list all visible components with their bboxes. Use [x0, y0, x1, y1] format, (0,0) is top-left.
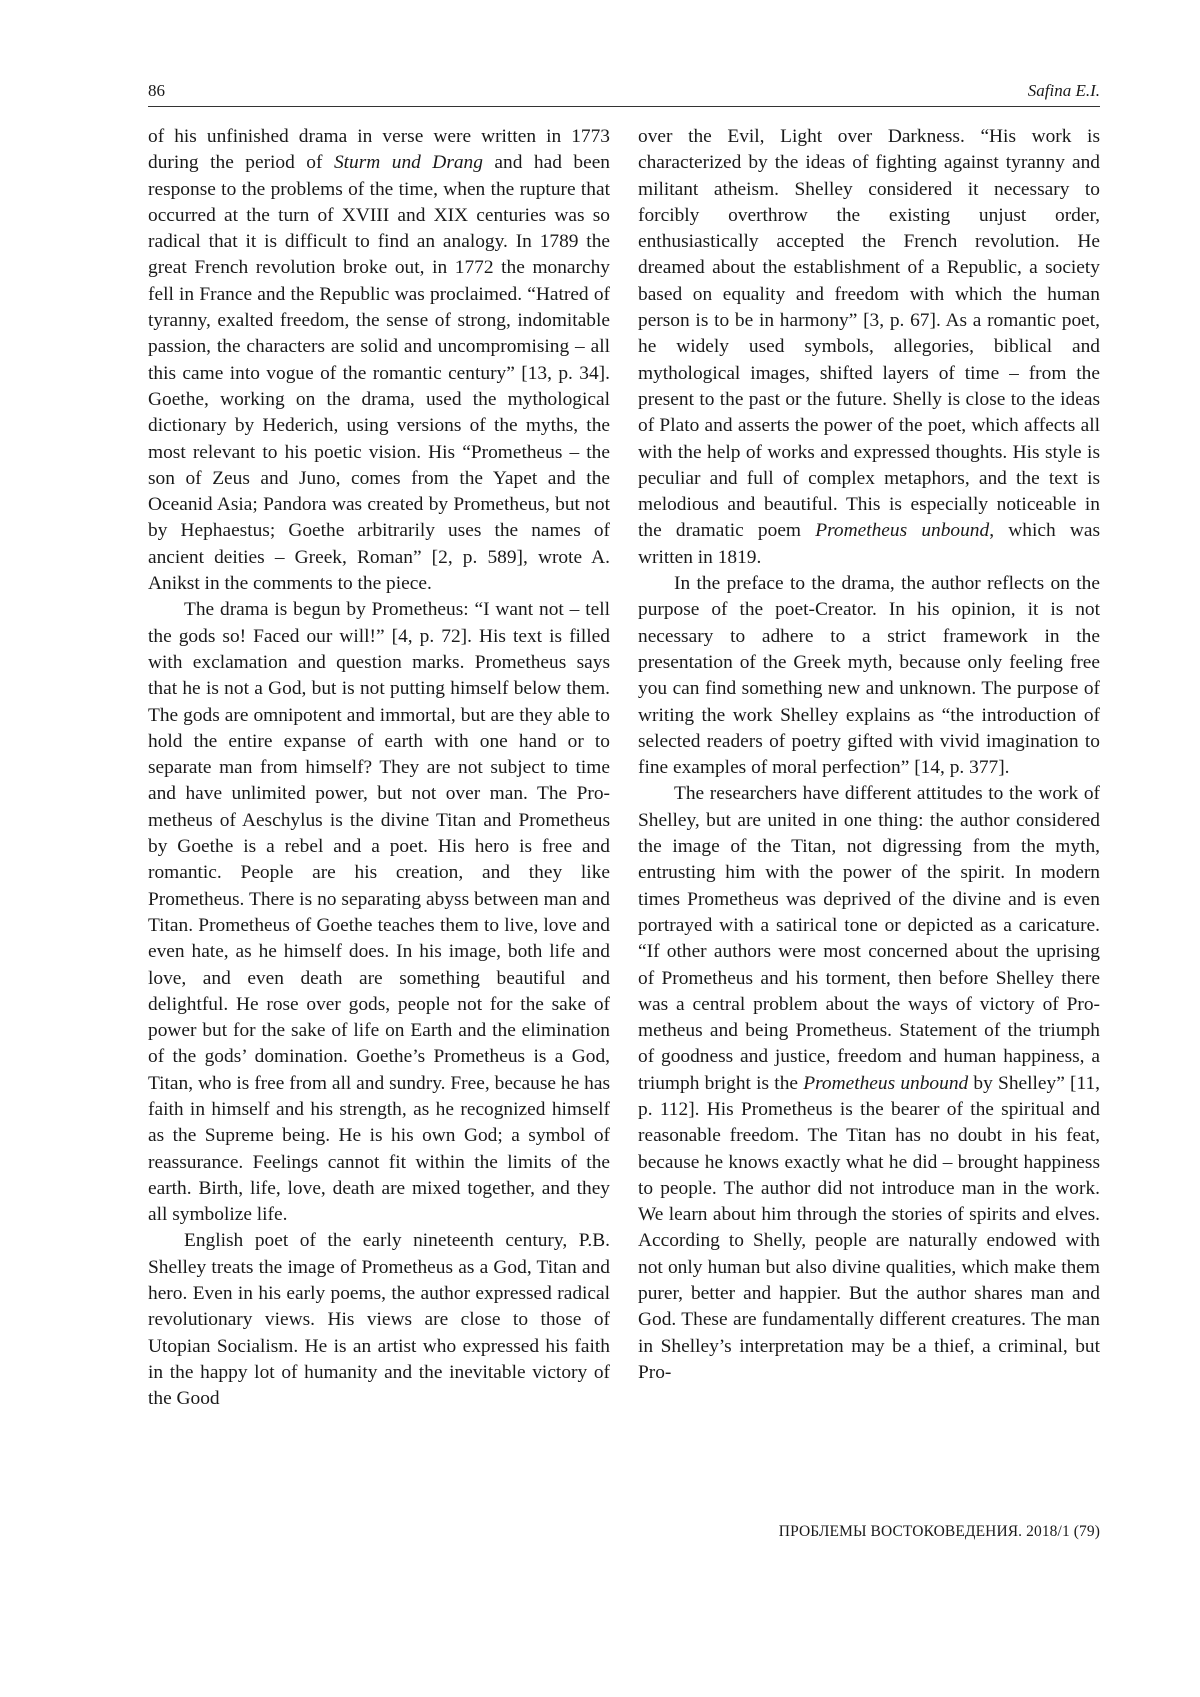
- text-run: The researchers have different attitudes to the work of Shelley, but are united in one thing: the author considered the image of the Titan, not digressing from the myth, entrusting him with the power of the spirit. In modern times Prometheus was deprived of the divine and is even portrayed with a satirical tone or depicted as a caricature. “If other authors were most concerned about the uprising of Prometheus and his torment, then before Shelley there was a central problem about the ways of victory of Prometheus and being Prometheus. Statement of the triumph of goodness and justice, freedom and human happiness, a triumph bright is the: [638, 783, 1100, 1094]
- paragraph: [638, 124, 1100, 571]
- italic-title: Prometheus unbound: [803, 1072, 969, 1094]
- page-number: 86: [148, 81, 165, 100]
- journal-footer: ПРОБЛЕМЫ ВОСТОКОВЕДЕНИЯ. 2018/1 (79): [778, 1523, 1100, 1540]
- text-run: over the Evil, Light over Darkness. “His work is characterized by the ideas of fighting against tyranny and militant atheism. Shelley considered it necessary to forcibly overthrow the existing unjust order, enthusiastically accepted the French revolution. He dreamed about the establishment of a Republic, a society based on equality and freedom with which the human person is to be in harmony” [3, p. 67]. As a romantic poet, he widely used symbols, allegories, biblical and mythological images, shifted layers of time – from the present to the past or the future. Shelly is close to the ideas of Plato and asserts the power of the poet, which affects all with the help of works and expressed thoughts. His style is peculiar and full of complex metaphors, and the text is melodious and beautiful. This is especially noticeable in the dramatic poem: [638, 126, 1100, 542]
- running-header: [148, 80, 1100, 107]
- italic-title: Prometheus unbound: [815, 520, 990, 542]
- text-run: by Shelley” [11, p. 112]. His Prometheus is the bearer of the spiritual and reasonable freedom. The Titan has no doubt in his feat, because he knows exactly what he did – brought happiness to people. The author did not introduce man in the work. We learn about him through the stories of spirits and elves. According to Shelly, people are naturally endowed with not only human but also divine qualities, which make them purer, better and happier. But the author shares man and God. These are fundamentally different creatures. The man in Shelley’s interpretation may be a thief, a criminal, but Pro-: [638, 1072, 1101, 1383]
- paragraph: English poet of the early nineteenth century, P.B. Shelley treats the image of Prometheus as a God, Titan and hero. Even in his early poems, the author expressed radical revolutionary views. His views are close to those of Utopian Socialism. He is an artist who expressed his faith in the happy lot of humanity and the inevitable victory of the Good: [148, 1230, 610, 1410]
- paragraph: [638, 781, 1100, 1386]
- text-run: , which was written in 1819.: [638, 520, 1100, 568]
- running-author: Safina E.I.: [1027, 81, 1100, 100]
- right-column: [638, 124, 1100, 1386]
- italic-title: Sturm und Drang: [333, 152, 483, 174]
- paragraph: In the preface to the drama, the author reflects on the purpose of the poet-Creator. In his opinion, it is not necessary to adhere to a strict framework in the presentation of the Greek myth, because only feeling free you can find something new and unknown. The purpose of writing the work Shelley explains as “the introduction of selected readers of poetry gifted with vivid imagination to fine examples of moral perfection” [14, p. 377].: [638, 573, 1100, 779]
- text-run: and had been response to the problems of the time, when the rupture that occurred at the turn of XVIII and XIX centuries was so radical that it is difficult to find an analogy. In 1789 the great French revolution broke out, in 1772 the monarchy fell in France and the Republic was proclaimed. “Hatred of tyranny, exalted freedom, the sense of strong, indomitable passion, the characters are solid and uncompromising – all this came into vogue of the romantic century” [13, p. 34]. Goethe, working on the drama, used the mythological dictionary by Hederich, using versions of the myths, the most relevant to his poetic vision. His “Prometheus – the son of Zeus and Juno, comes from the Yapet and the Oceanid Asia; Pandora was created by Prometheus, but not by Hephaestus; Goethe arbitrarily uses the names of ancient deities – Greek, Roman” [2, p. 589], wrote A. Anikst in the comments to the piece.: [148, 152, 610, 595]
- text-run: of his unfinished drama in verse were written in 1773 during the period of: [148, 126, 610, 174]
- paragraph: [148, 124, 610, 597]
- left-column: [148, 124, 610, 1413]
- paragraph: The drama is begun by Prometheus: “I want not – tell the gods so! Faced our will!” [4, p. 72]. His text is filled with exclamation and question marks. Prometheus says that he is not a God, but is not putting himself below them. The gods are omnipotent and immortal, but are they able to hold the entire expanse of earth with one hand or to separate man from himself? They are not subject to time and have unlimited power, but not over man. The Prometheus of Aeschylus is the divine Titan and Prometheus by Goethe is a rebel and a poet. His hero is free and romantic. People are his creation, and they like Prometheus. There is no separating abyss between man and Titan. Prometheus of Goethe teaches them to live, love and even hate, as he himself does. In his image, both life and love, and even death are something beautiful and delightful. He rose over gods, people not for the sake of power but for the sake of life on Earth and the elimination of the gods’ domination. Goethe’s Prometheus is a God, Titan, who is free from all and sundry. Free, because he has faith in himself and his strength, as he recognized himself as the Supreme being. He is his own God; a symbol of reassurance. Feelings cannot fit within the limits of the earth. Birth, life, love, death are mixed together, and they all symbolize life.: [148, 599, 610, 1226]
